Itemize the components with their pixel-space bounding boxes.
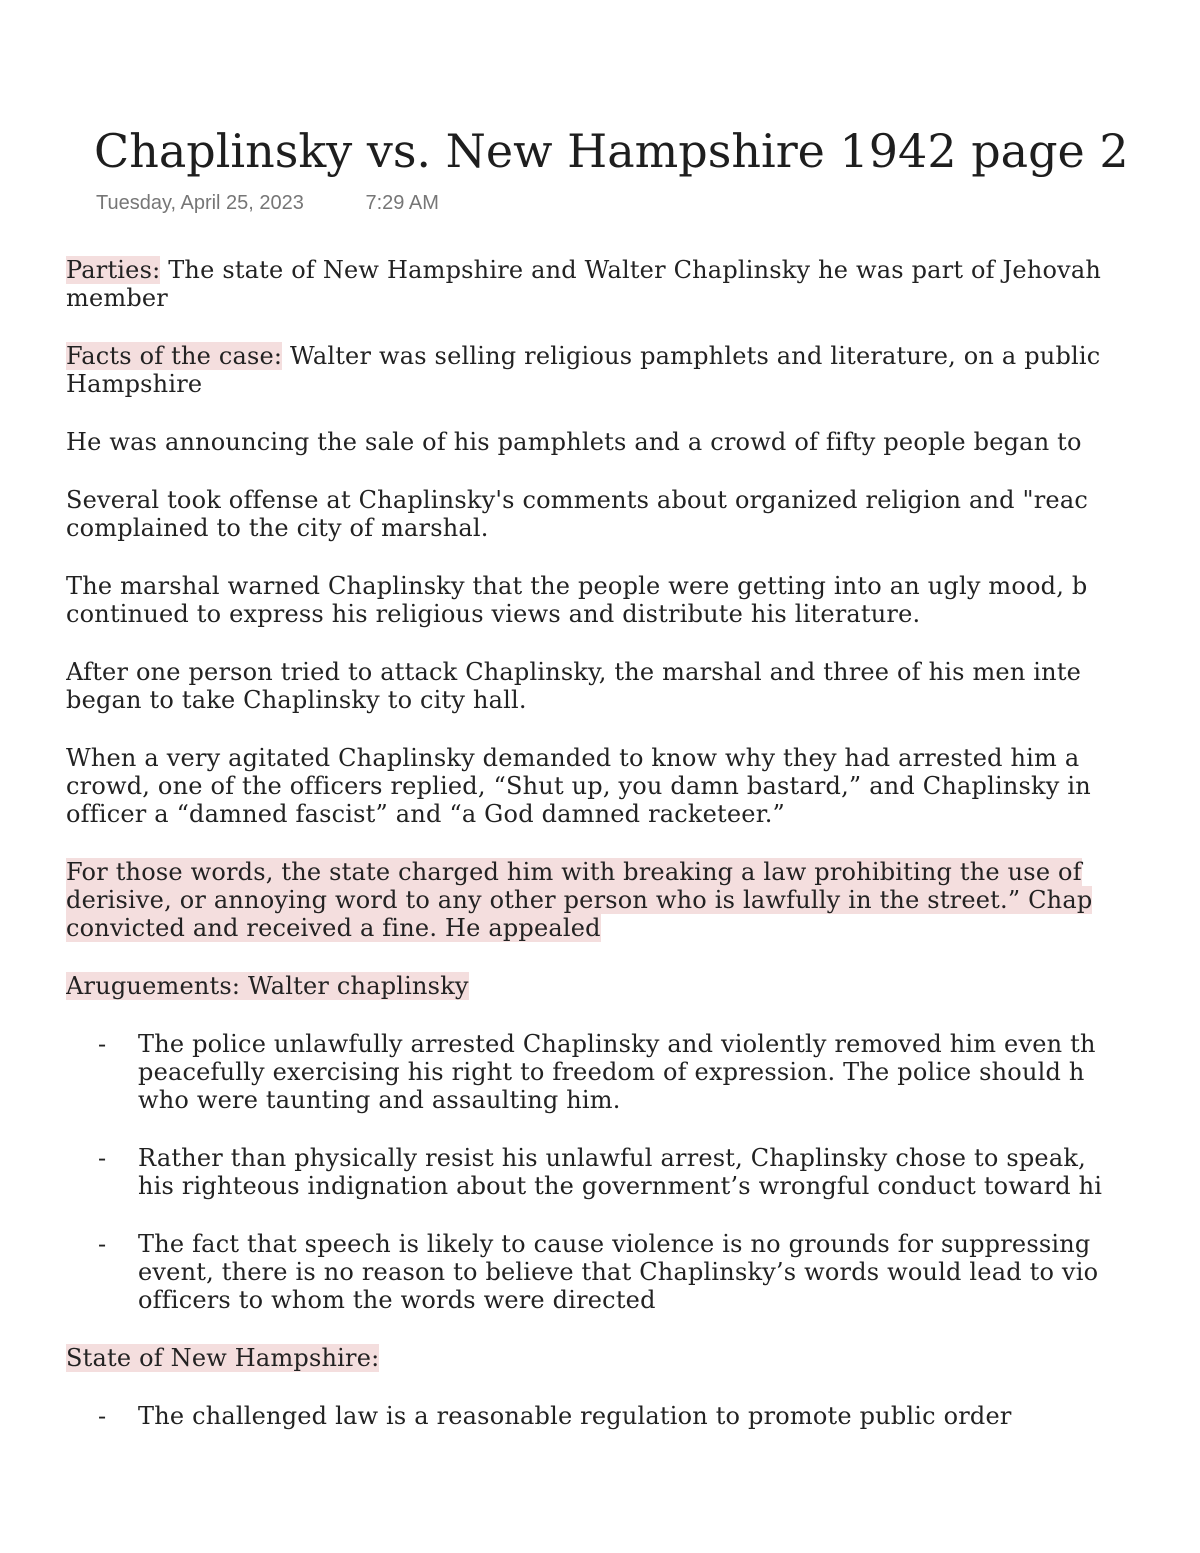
facts-paragraph (66, 342, 1200, 398)
agitated-line-3: officer a “damned fascist” and “a God damned racketeer.” (66, 800, 786, 828)
arguments-state-heading-paragraph (66, 1344, 1200, 1372)
agitated-line-2: crowd, one of the officers replied, “Shut up, you damn bastard,” and Chaplinsky in (66, 772, 1091, 800)
arguments-state-heading: State of New Hampshire: (66, 1344, 380, 1372)
list-item: - The police unlawfully arrested Chaplinsky and violently removed him even th peacefully exercising his right to freedom of expression. The police should h who were taunting and assaulting him. (98, 1030, 1096, 1114)
list-item: - Rather than physically resist his unlawful arrest, Chaplinsky chose to speak, his righteous indignation about the government’s wrongful conduct toward hi (98, 1144, 1103, 1200)
charge-line-3: convicted and received a fine. He appealed (66, 914, 601, 942)
offense-line-1: Several took offense at Chaplinsky's comments about organized religion and "reac (66, 486, 1088, 514)
page-meta (96, 192, 439, 215)
parties-text-line-1: The state of New Hampshire and Walter Chaplinsky he was part of Jehovah (160, 256, 1102, 284)
offense-paragraph (66, 486, 1200, 542)
page-time: 7:29 AM (365, 192, 439, 214)
attack-line-2: began to take Chaplinsky to city hall. (66, 686, 527, 714)
charge-paragraph (66, 858, 1200, 942)
dash-bullet: - (98, 1230, 107, 1258)
agitated-line-1: When a very agitated Chaplinsky demanded to know why they had arrested him a (66, 744, 1080, 772)
parties-paragraph (66, 256, 1200, 312)
dash-bullet: - (98, 1402, 107, 1430)
attack-paragraph (66, 658, 1200, 714)
facts-text-line-2: Hampshire (66, 370, 203, 398)
page-title: Chaplinsky vs. New Hampshire 1942 page 2 (94, 124, 1129, 178)
crowd-paragraph (66, 428, 1200, 456)
note-content[interactable] (66, 256, 1200, 1436)
arguments-chaplinsky-heading: Aruguements: Walter chaplinsky (66, 972, 469, 1000)
crowd-line-1: He was announcing the sale of his pamphlets and a crowd of fifty people began to (66, 428, 1082, 456)
facts-text-line-1: Walter was selling religious pamphlets and literature, on a public (282, 342, 1101, 370)
parties-text-line-2: member (66, 284, 168, 312)
arguments-chaplinsky-list (66, 1030, 1200, 1314)
charge-line-2: derisive, or annoying word to any other person who is lawfully in the street.” Chap (66, 886, 1093, 914)
attack-line-1: After one person tried to attack Chaplinsky, the marshal and three of his men inte (66, 658, 1082, 686)
arguments-chaplinsky-heading-paragraph (66, 972, 1200, 1000)
charge-line-1: For those words, the state charged him with breaking a law prohibiting the use of (66, 858, 1082, 886)
page-date: Tuesday, April 25, 2023 (96, 192, 304, 214)
parties-label: Parties: (66, 256, 161, 284)
list-item: - The fact that speech is likely to cause violence is no grounds for suppressing event, there is no reason to believe that Chaplinsky’s words would lead to vio officers to whom the words were directed (98, 1230, 1099, 1314)
marshal-line-1: The marshal warned Chaplinsky that the people were getting into an ugly mood, b (66, 572, 1088, 600)
facts-label: Facts of the case: (66, 342, 283, 370)
offense-line-2: complained to the city of marshal. (66, 514, 489, 542)
marshal-warning-paragraph (66, 572, 1200, 628)
dash-bullet: - (98, 1030, 107, 1058)
agitated-paragraph (66, 744, 1200, 828)
list-item: - The challenged law is a reasonable regulation to promote public order (98, 1402, 1012, 1430)
marshal-line-2: continued to express his religious views and distribute his literature. (66, 600, 921, 628)
dash-bullet: - (98, 1144, 107, 1172)
arguments-state-list (66, 1402, 1200, 1430)
